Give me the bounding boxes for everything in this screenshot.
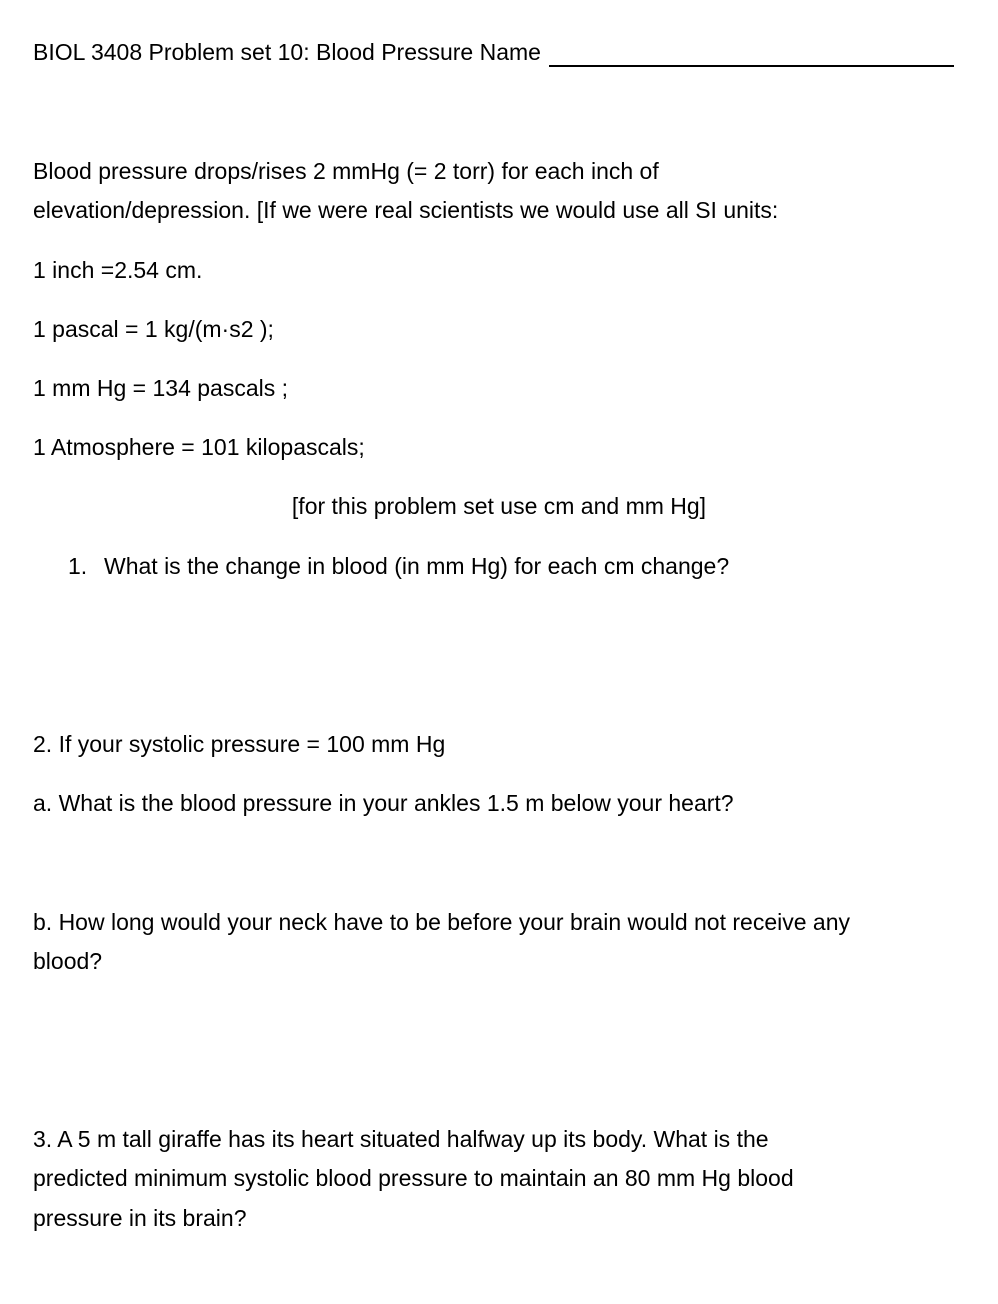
question-2b-line-2: blood? xyxy=(33,948,103,974)
question-1-text: What is the change in blood (in mm Hg) for each cm change? xyxy=(104,553,730,579)
name-blank-line xyxy=(549,39,954,67)
question-3-line-3: pressure in its brain? xyxy=(33,1205,247,1231)
question-2a: a. What is the blood pressure in your ankles 1.5 m below your heart? xyxy=(33,790,734,816)
unit-pascal: 1 pascal = 1 kg/(m·s2 ); xyxy=(33,316,274,342)
question-1-number: 1. xyxy=(68,553,88,579)
page-title: BIOL 3408 Problem set 10: Blood Pressure Name xyxy=(33,39,541,65)
question-3-line-1: 3. A 5 m tall giraffe has its heart situated halfway up its body. What is the xyxy=(33,1126,769,1152)
intro-line-2: elevation/depression. [If we were real scientists we would use all SI units: xyxy=(33,197,779,223)
question-3-line-2: predicted minimum systolic blood pressure to maintain an 80 mm Hg blood xyxy=(33,1165,794,1191)
unit-atmosphere: 1 Atmosphere = 101 kilopascals; xyxy=(33,434,365,460)
problem-set-note: [for this problem set use cm and mm Hg] xyxy=(291,493,707,519)
question-2-stem: 2. If your systolic pressure = 100 mm Hg xyxy=(33,731,446,757)
header xyxy=(33,37,954,67)
unit-mmhg: 1 mm Hg = 134 pascals ; xyxy=(33,375,289,401)
intro-line-1: Blood pressure drops/rises 2 mmHg (= 2 torr) for each inch of xyxy=(33,158,659,184)
question-2b-line-1: b. How long would your neck have to be before your brain would not receive any xyxy=(33,909,850,935)
unit-inch: 1 inch =2.54 cm. xyxy=(33,257,203,283)
question-1 xyxy=(68,551,729,581)
